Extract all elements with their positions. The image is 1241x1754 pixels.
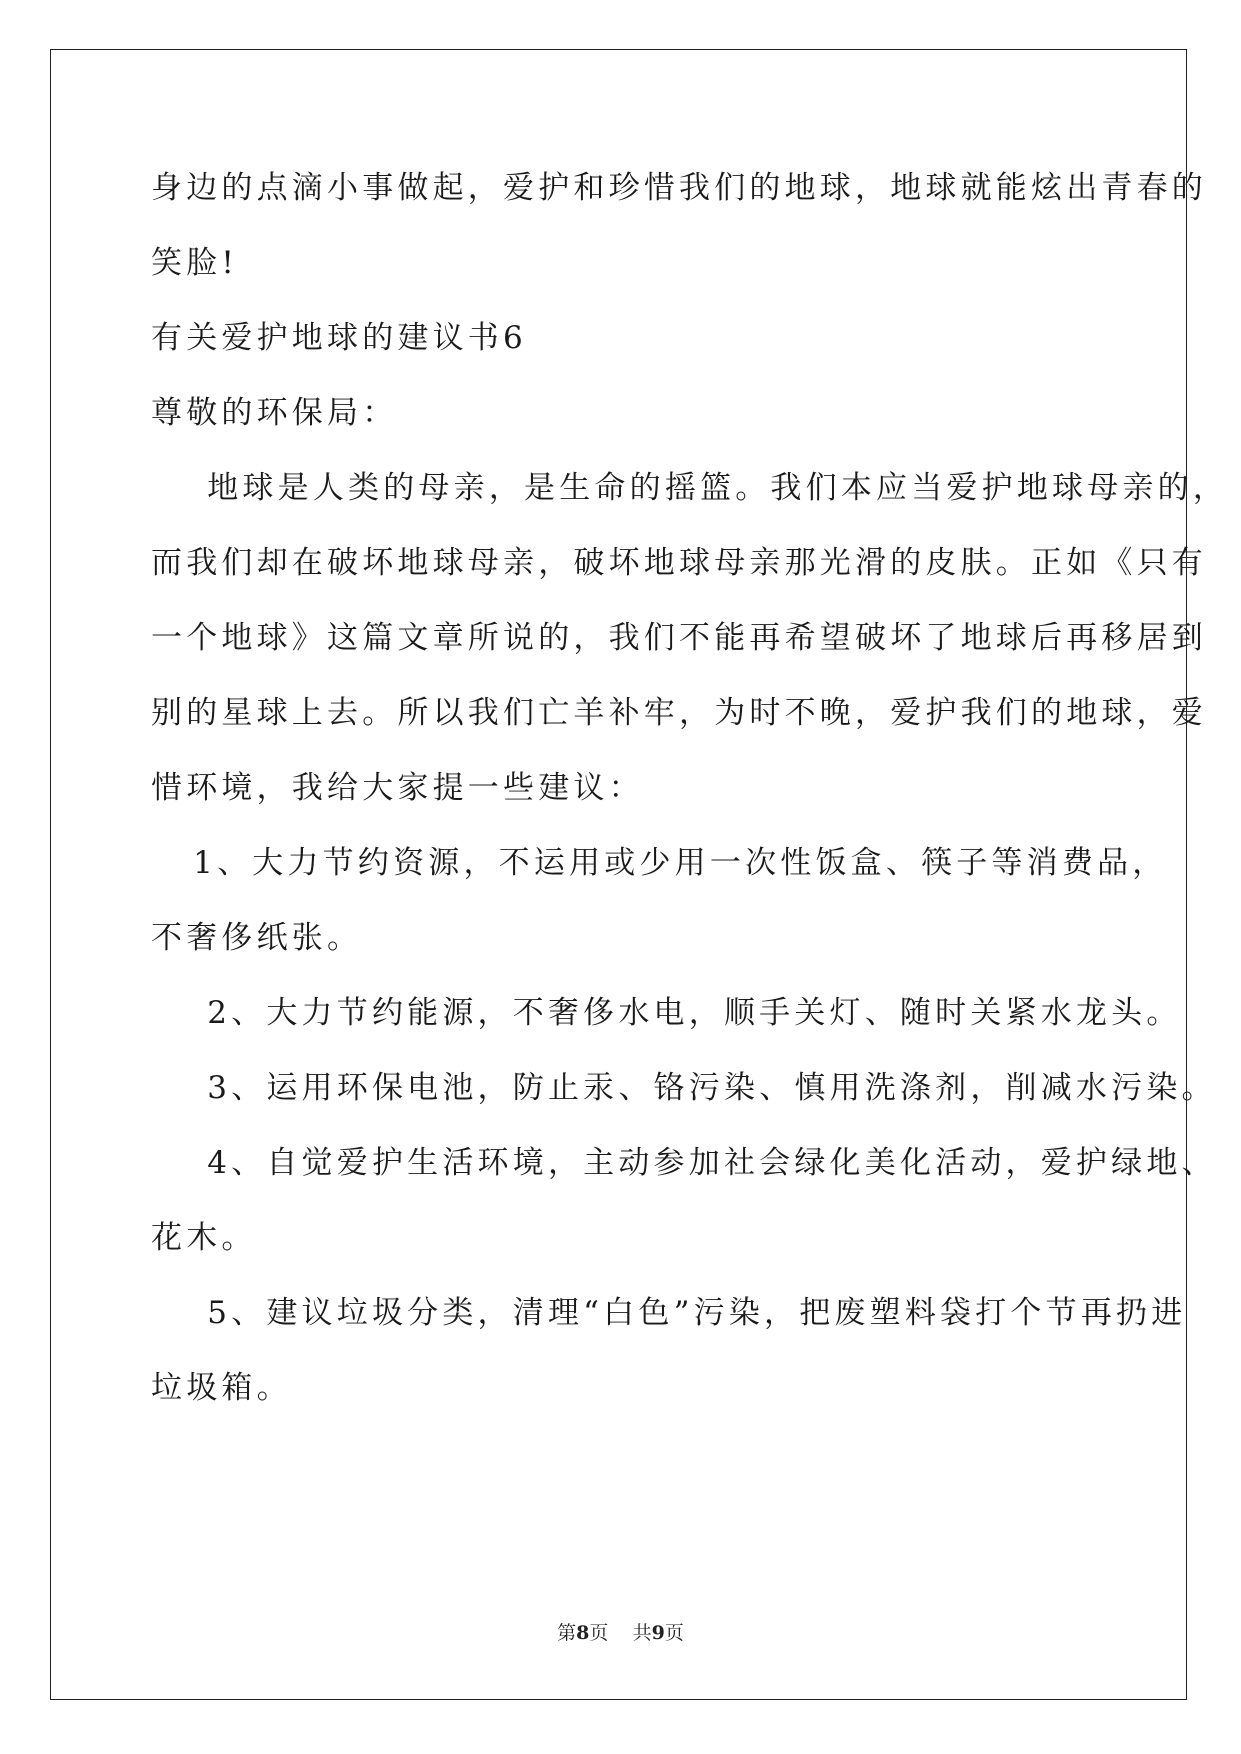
total-label-suffix: 页: [664, 1622, 684, 1644]
body-line-7: 一个地球》这篇文章所说的，我们不能再希望破坏了地球后再移居到: [151, 620, 1207, 656]
body-line-5: 地球是人类的母亲，是生命的摇篮。我们本应当爱护地球母亲的，: [151, 470, 1229, 506]
list-item-2: 2、大力节约能源，不奢侈水电，顺手关灯、随时关紧水龙头。: [151, 995, 1182, 1031]
list-item-5-cont: 垃圾箱。: [151, 1370, 292, 1406]
page-label-prefix: 第: [557, 1622, 577, 1644]
section-heading: 有关爱护地球的建议书6: [151, 320, 527, 356]
body-line-2: 笑脸!: [151, 245, 239, 281]
salutation: 尊敬的环保局：: [151, 395, 398, 431]
current-page-number: 8: [576, 1622, 590, 1644]
total-pages-number: 9: [651, 1622, 665, 1644]
total-label-prefix: 共: [632, 1622, 652, 1644]
list-item-3: 3、运用环保电池，防止汞、铬污染、慎用洗涤剂，削减水污染。: [151, 1070, 1217, 1106]
list-item-4-cont: 花木。: [151, 1220, 257, 1256]
body-line-6: 而我们却在破坏地球母亲，破坏地球母亲那光滑的皮肤。正如《只有: [151, 545, 1207, 581]
list-item-4: 4、自觉爱护生活环境，主动参加社会绿化美化活动，爱护绿地、: [151, 1145, 1217, 1181]
list-item-5: 5、建议垃圾分类，清理“白色”污染，把废塑料袋打个节再扔进: [151, 1295, 1187, 1331]
list-item-1-cont: 不奢侈纸张。: [151, 920, 363, 956]
page-label-suffix: 页: [589, 1622, 609, 1644]
body-line-9: 惜环境，我给大家提一些建议：: [151, 770, 644, 806]
page-footer: [0, 1618, 1241, 1645]
list-item-1: 1、大力节约资源，不运用或少用一次性饭盒、筷子等消费品，: [151, 845, 1168, 881]
body-line-8: 别的星球上去。所以我们亡羊补牢，为时不晚，爱护我们的地球，爱: [151, 695, 1207, 731]
body-line-1: 身边的点滴小事做起，爱护和珍惜我们的地球，地球就能炫出青春的: [151, 170, 1207, 206]
